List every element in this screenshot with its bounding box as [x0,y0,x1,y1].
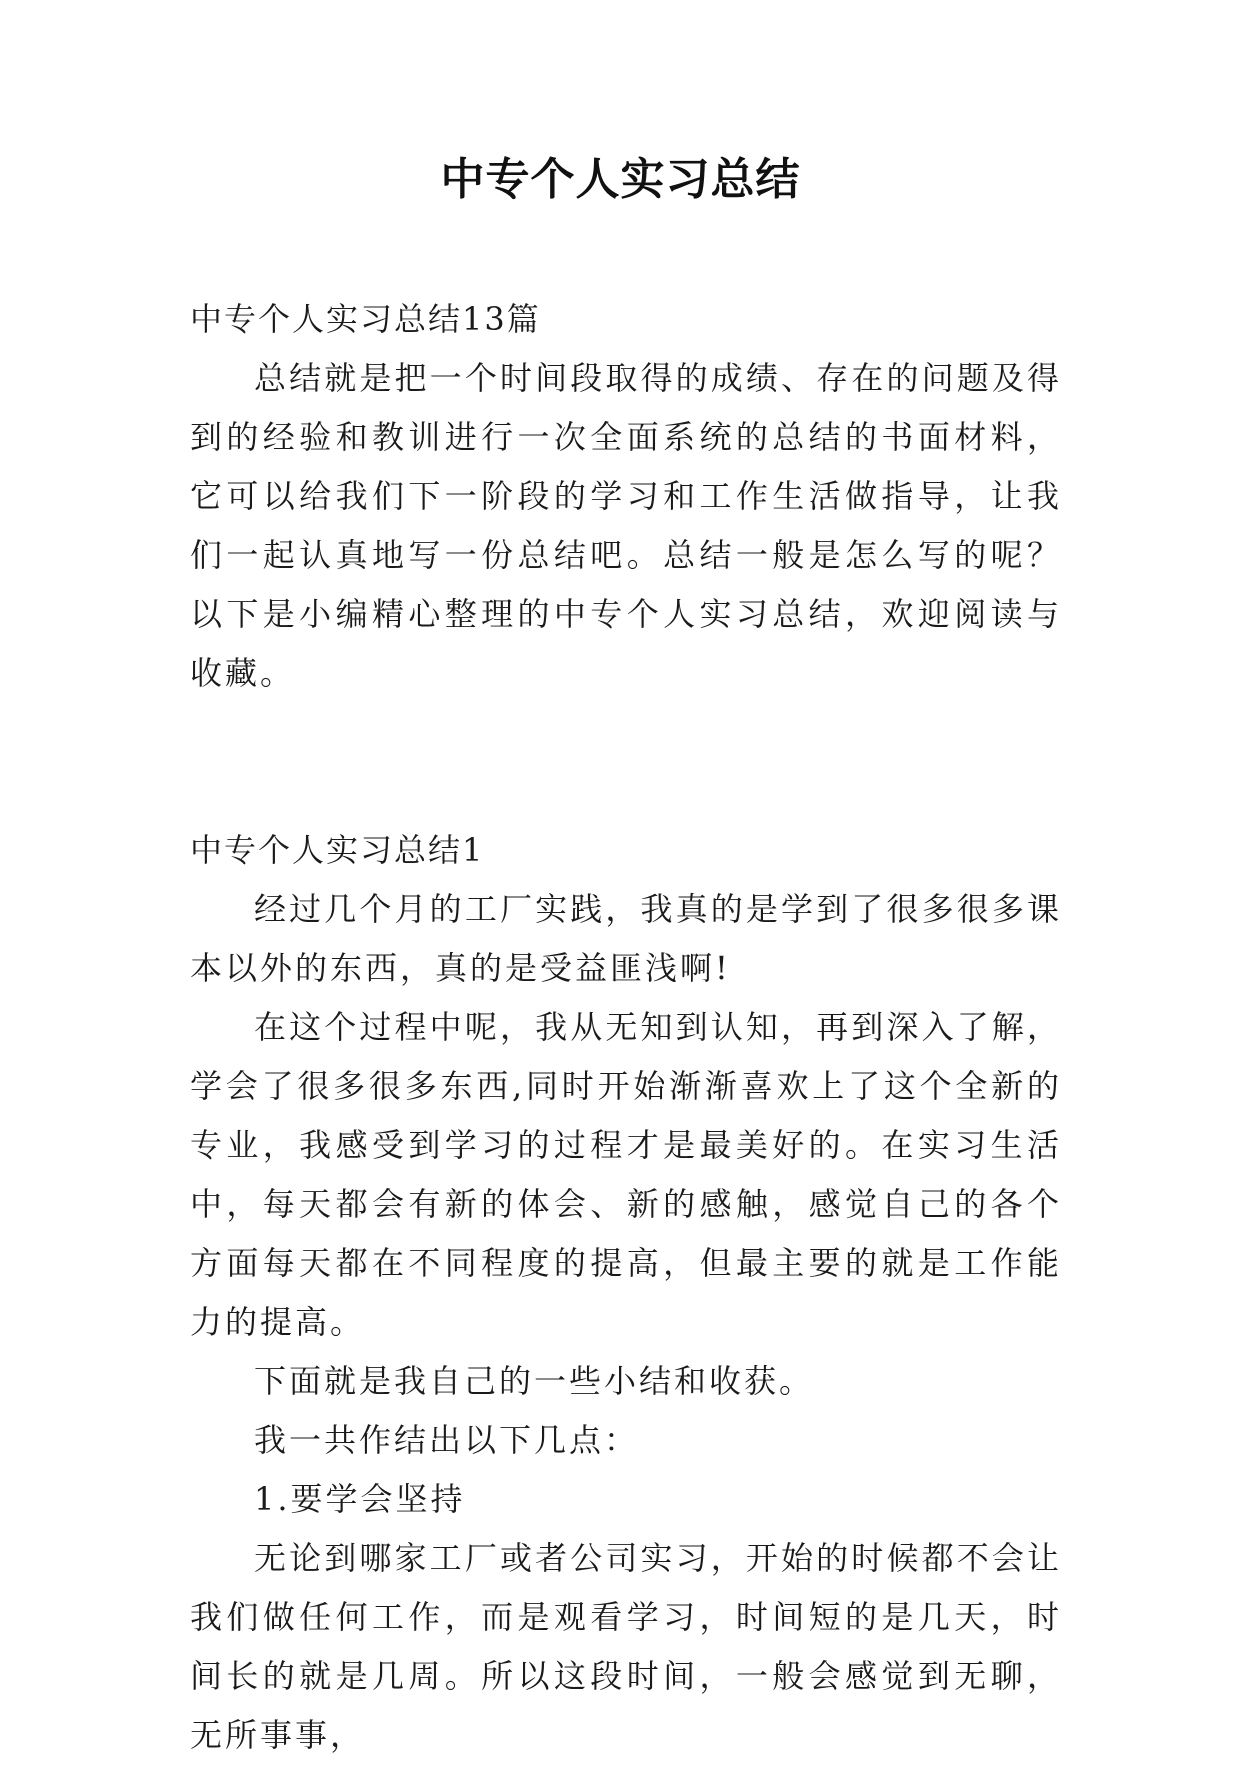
body-paragraph: 下面就是我自己的一些小结和收获。 [254,1362,815,1400]
intro-paragraph: 总结就是把一个时间段取得的成绩、存在的问题及得到的经验和教训进行一次全面系统的总结的书面材料，它可以给我们下一阶段的学习和工作生活做指导，让我们一起认真地写一份总结吧。总结一般是怎么写的呢？以下是小编精心整理的中专个人实习总结，欢迎阅读与收藏。 [190,359,1062,692]
document-subtitle: 中专个人实习总结13篇 [190,300,541,338]
list-heading: 1.要学会坚持 [254,1480,466,1518]
body-paragraph: 无论到哪家工厂或者公司实习，开始的时候都不会让我们做任何工作，而是观看学习，时间短的是几天，时间长的就是几周。所以这段时间，一般会感觉到无聊，无所事事， [190,1539,1062,1754]
section-heading: 中专个人实习总结1 [190,831,485,869]
body-paragraph: 经过几个月的工厂实践，我真的是学到了很多很多课本以外的东西，真的是受益匪浅啊! [190,890,1062,987]
body-paragraph: 我一共作结出以下几点： [254,1421,640,1459]
section-spacer [190,703,1062,821]
document-title: 中专个人实习总结 [440,154,801,205]
body-paragraph: 在这个过程中呢，我从无知到认知，再到深入了解，学会了很多很多东西,同时开始渐渐喜欢上了这个全新的专业，我感受到学习的过程才是最美好的。在实习生活中，每天都会有新的体会、新的感触，感觉自己的各个方面每天都在不同程度的提高，但最主要的就是工作能力的提高。 [190,1008,1062,1341]
document-body [190,290,1062,1765]
